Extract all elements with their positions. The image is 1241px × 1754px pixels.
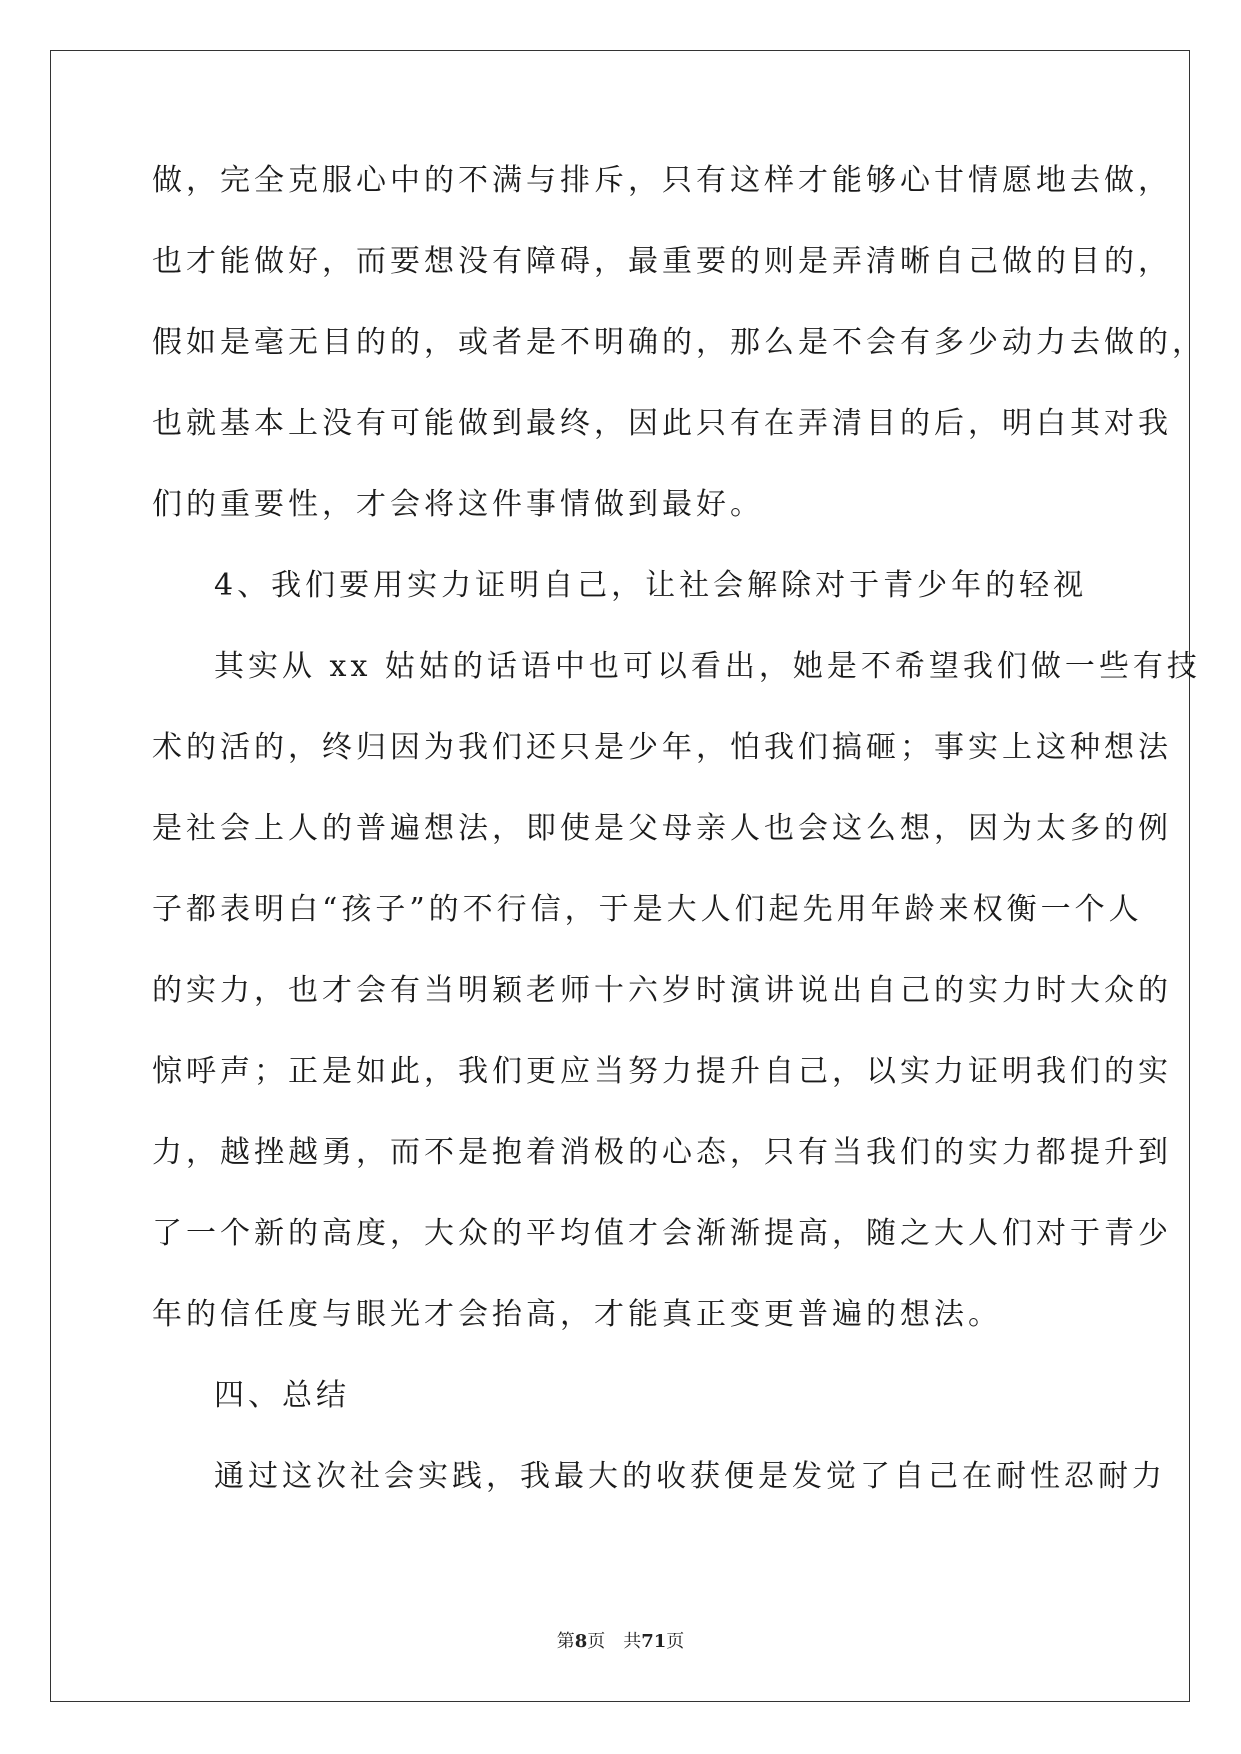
- text-line: 假如是毫无目的的，或者是不明确的，那么是不会有多少动力去做的，: [152, 325, 1206, 360]
- footer-total-prefix: 共: [623, 1631, 642, 1652]
- text-line: 们的重要性，才会将这件事情做到最好。: [152, 487, 764, 522]
- text-line: 是社会上人的普遍想法，即使是父母亲人也会这么想，因为太多的例: [152, 811, 1172, 846]
- footer-page-suffix: 页: [587, 1631, 606, 1652]
- paragraph-start: 其实从 xx 姑姑的话语中也可以看出，她是不希望我们做一些有技: [214, 649, 1201, 684]
- text-line: 子都表明白“孩子”的不行信，于是大人们起先用年龄来权衡一个人: [152, 892, 1143, 927]
- document-body: [152, 163, 1206, 1542]
- page-footer: [0, 1631, 1241, 1653]
- section-heading: 四、总结: [214, 1378, 350, 1413]
- text-line: 也就基本上没有可能做到最终，因此只有在弄清目的后，明白其对我: [152, 406, 1172, 441]
- footer-total-suffix: 页: [666, 1631, 685, 1652]
- text-line: 惊呼声；正是如此，我们更应当努力提升自己，以实力证明我们的实: [152, 1054, 1172, 1089]
- footer-prefix: 第: [556, 1631, 575, 1652]
- text-line: 力，越挫越勇，而不是抱着消极的心态，只有当我们的实力都提升到: [152, 1135, 1172, 1170]
- total-pages: 71: [641, 1631, 667, 1652]
- section-heading: 4、我们要用实力证明自己，让社会解除对于青少年的轻视: [214, 568, 1088, 603]
- text-line: 的实力，也才会有当明颖老师十六岁时演讲说出自己的实力时大众的: [152, 973, 1172, 1008]
- page-number: 8: [574, 1631, 588, 1652]
- text-line: 术的活的，终归因为我们还只是少年，怕我们搞砸；事实上这种想法: [152, 730, 1172, 765]
- paragraph-start: 通过这次社会实践，我最大的收获便是发觉了自己在耐性忍耐力: [214, 1459, 1166, 1494]
- text-line: 了一个新的高度，大众的平均值才会渐渐提高，随之大人们对于青少: [152, 1216, 1172, 1251]
- text-line: 也才能做好，而要想没有障碍，最重要的则是弄清晰自己做的目的，: [152, 244, 1172, 279]
- text-line: 做，完全克服心中的不满与排斥，只有这样才能够心甘情愿地去做，: [152, 163, 1172, 198]
- text-line: 年的信任度与眼光才会抬高，才能真正变更普遍的想法。: [152, 1297, 1002, 1332]
